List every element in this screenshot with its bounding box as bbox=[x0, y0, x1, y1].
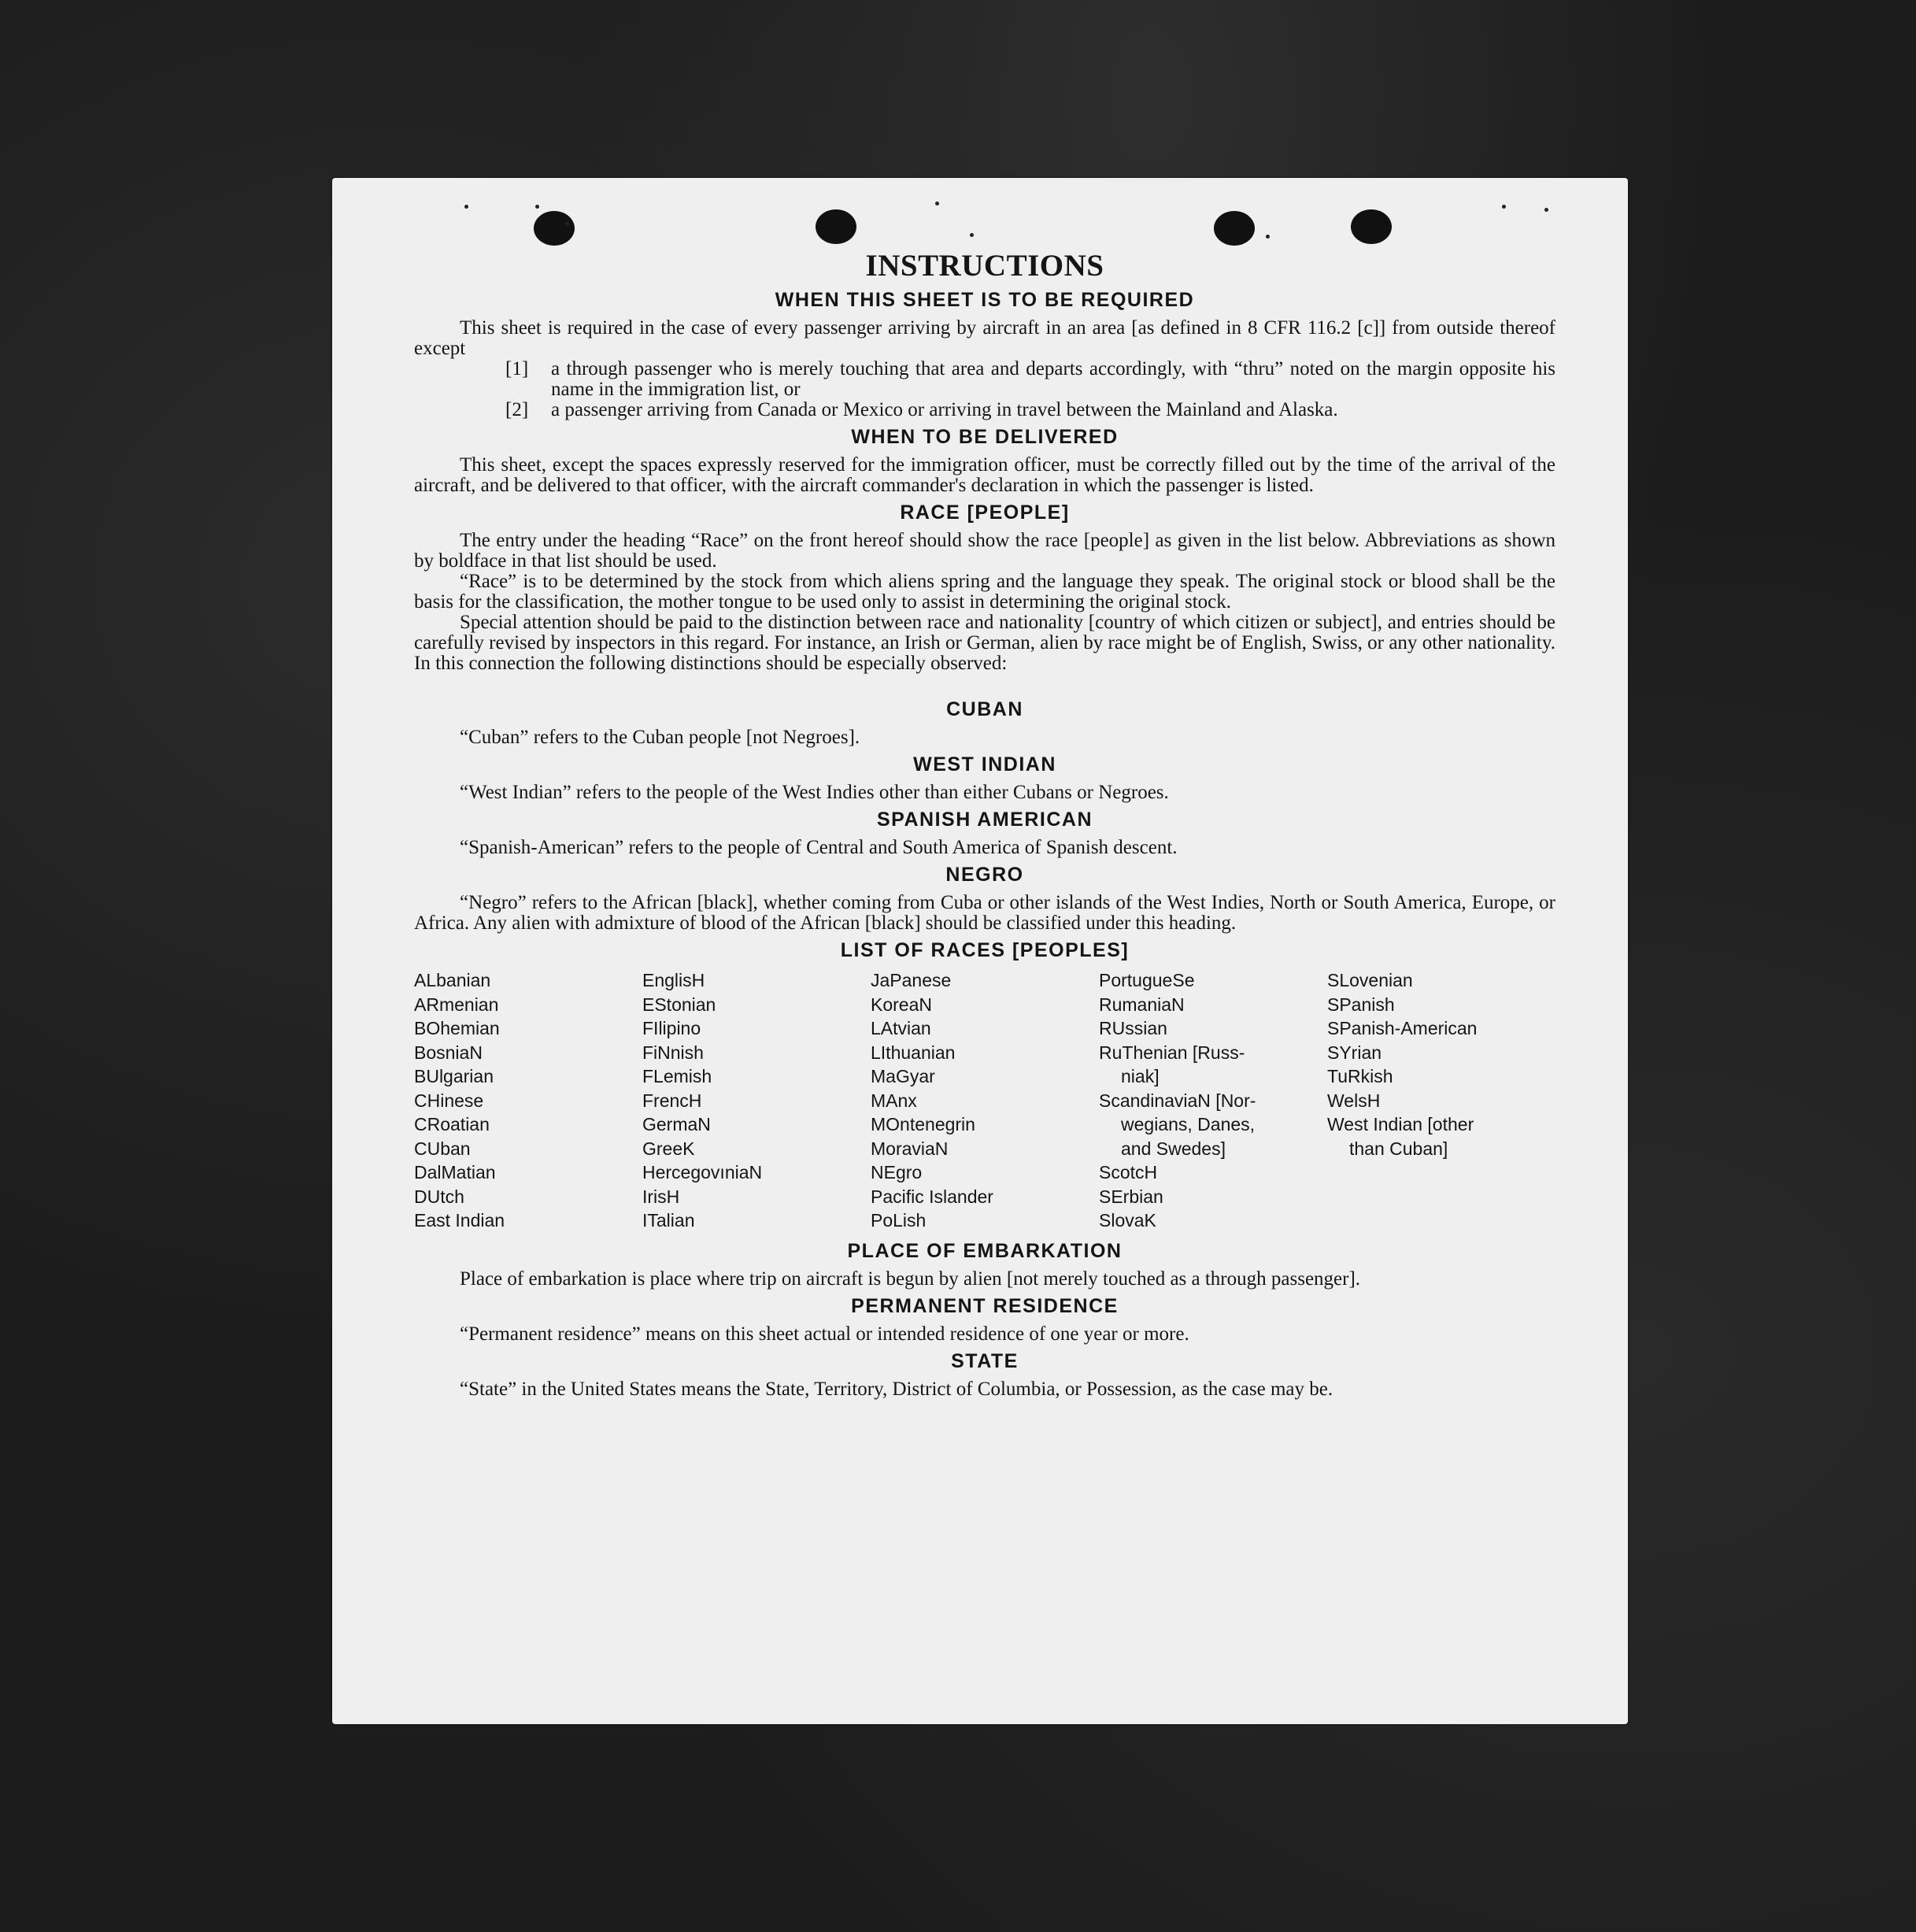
speck bbox=[1266, 235, 1270, 239]
race-entry: MoraviaN bbox=[871, 1138, 949, 1159]
exception-item bbox=[505, 400, 1555, 420]
page-title: INSTRUCTIONS bbox=[865, 249, 1104, 283]
required-intro: This sheet is required in the case of every passenger arriving by aircraft in an area [as defined in 8 CFR 116.2 [c]] from outside thereof except bbox=[414, 317, 1555, 359]
race-entry: RuThenian [Russ- bbox=[1099, 1042, 1245, 1063]
race-entry: West Indian [other bbox=[1327, 1114, 1474, 1134]
race-entry: East Indian bbox=[414, 1210, 505, 1231]
race-entry: DUtch bbox=[414, 1186, 464, 1207]
speck bbox=[935, 202, 939, 205]
instruction-sheet bbox=[332, 178, 1628, 1724]
heading-residence: PERMANENT RESIDENCE bbox=[851, 1294, 1119, 1317]
race-paragraph-3: Special attention should be paid to the distinction between race and nationality [country of which citizen or subject], and entries should be carefully revised by inspectors in this regard. For instance, an Irish or German, alien by race might be of English, Swiss, or any other nationality. In this connection the following distinctions should be especially observed: bbox=[414, 612, 1555, 674]
west-indian-text: “West Indian” refers to the people of the West Indies other than either Cubans or Negroes. bbox=[460, 782, 1169, 803]
race-entry: KoreaN bbox=[871, 994, 932, 1015]
race-entry: EnglisH bbox=[642, 970, 705, 990]
exception-item bbox=[505, 359, 1555, 400]
race-entry: SErbian bbox=[1099, 1186, 1163, 1207]
delivered-text: This sheet, except the spaces expressly reserved for the immigration officer, must be correctly filled out by the time of the arrival of the aircraft, and be delivered to that officer, with the aircraft commander's declaration in which the passenger is listed. bbox=[414, 454, 1555, 496]
race-entry: ScotcH bbox=[1099, 1162, 1158, 1183]
race-paragraph-2: “Race” is to be determined by the stock from which aliens spring and the language they speak. The original stock or blood shall be the basis for the classification, the mother tongue to be used only to assist in determining the original stock. bbox=[414, 571, 1555, 613]
race-entry: Pacific Islander bbox=[871, 1186, 993, 1207]
race-entry: IrisH bbox=[642, 1186, 680, 1207]
speck bbox=[1544, 208, 1548, 212]
punch-hole bbox=[816, 209, 856, 244]
race-entry: GreeK bbox=[642, 1138, 695, 1159]
exception-text: a passenger arriving from Canada or Mexico or arriving in travel between the Mainland and Alaska. bbox=[551, 399, 1338, 420]
race-entry: EStonian bbox=[642, 994, 716, 1015]
race-entry: LAtvian bbox=[871, 1018, 931, 1038]
residence-text: “Permanent residence” means on this sheet actual or intended residence of one year or more. bbox=[460, 1323, 1189, 1345]
race-entry: MAnx bbox=[871, 1090, 917, 1111]
race-entry: ALbanian bbox=[414, 970, 491, 990]
race-entry: ARmenian bbox=[414, 994, 499, 1015]
speck bbox=[464, 205, 468, 209]
race-entry: CRoatian bbox=[414, 1114, 490, 1134]
races-column bbox=[871, 968, 1099, 1233]
negro-text: “Negro” refers to the African [black], whether coming from Cuba or other islands of the West Indies, North or South America, Europe, or Africa. Any alien with admixture of blood of the African [black] should be classified under this heading. bbox=[414, 892, 1555, 934]
heading-spanish-american: SPANISH AMERICAN bbox=[876, 809, 1093, 831]
race-entry: PoLish bbox=[871, 1210, 927, 1231]
race-entry: DalMatian bbox=[414, 1162, 496, 1183]
punch-hole bbox=[534, 211, 575, 246]
heading-cuban: CUBAN bbox=[946, 698, 1023, 720]
spanish-american-text: “Spanish-American” refers to the people of Central and South America of Spanish descent. bbox=[460, 837, 1178, 858]
race-entry: GermaN bbox=[642, 1114, 711, 1134]
speck bbox=[1502, 205, 1506, 209]
exception-number: [1] bbox=[505, 358, 529, 379]
exception-text: a through passenger who is merely touching that area and departs accordingly, with “thru” noted on the margin opposite his name in the immigration list, or bbox=[551, 358, 1555, 400]
races-column bbox=[1099, 968, 1327, 1233]
race-paragraph-1: The entry under the heading “Race” on the front hereof should show the race [people] as given in the list below. Abbreviations as shown by boldface in that list should be used. bbox=[414, 530, 1555, 572]
races-list bbox=[414, 968, 1555, 1233]
heading-west-indian: WEST INDIAN bbox=[913, 753, 1056, 775]
race-entry: LIthuanian bbox=[871, 1042, 956, 1063]
heading-required: WHEN THIS SHEET IS TO BE REQUIRED bbox=[775, 289, 1195, 311]
heading-race: RACE [PEOPLE] bbox=[900, 502, 1070, 524]
race-entry: SPanish bbox=[1327, 994, 1395, 1015]
heading-delivered: WHEN TO BE DELIVERED bbox=[851, 426, 1119, 448]
race-entry: FrencH bbox=[642, 1090, 702, 1111]
race-entry: FiNnish bbox=[642, 1042, 704, 1063]
race-entry: SYrian bbox=[1327, 1042, 1382, 1063]
race-entry: HercegovıniaN bbox=[642, 1162, 763, 1183]
race-entry: PortugueSe bbox=[1099, 970, 1195, 990]
cuban-text: “Cuban” refers to the Cuban people [not Negroes]. bbox=[460, 727, 860, 748]
instructions-content bbox=[414, 249, 1555, 1400]
race-entry: SLovenian bbox=[1327, 970, 1413, 990]
race-entry: BOhemian bbox=[414, 1018, 500, 1038]
race-entry: ITalian bbox=[642, 1210, 695, 1231]
race-entry: MOntenegrin bbox=[871, 1114, 975, 1134]
punch-hole bbox=[1351, 209, 1392, 244]
race-entry: FLemish bbox=[642, 1066, 712, 1086]
heading-list-of-races: LIST OF RACES [PEOPLES] bbox=[840, 939, 1130, 961]
race-entry: SlovaK bbox=[1099, 1210, 1156, 1231]
race-entry: CHinese bbox=[414, 1090, 484, 1111]
race-entry: BosniaN bbox=[414, 1042, 483, 1063]
speck bbox=[565, 222, 569, 226]
exception-number: [2] bbox=[505, 399, 529, 420]
race-entry: RUssian bbox=[1099, 1018, 1167, 1038]
race-entry: WelsH bbox=[1327, 1090, 1381, 1111]
races-column bbox=[642, 968, 871, 1233]
race-entry: TuRkish bbox=[1327, 1066, 1393, 1086]
heading-negro: NEGRO bbox=[945, 864, 1024, 886]
race-entry: BUlgarian bbox=[414, 1066, 494, 1086]
race-entry: MaGyar bbox=[871, 1066, 935, 1086]
race-entry: JaPanese bbox=[871, 970, 952, 990]
race-entry: CUban bbox=[414, 1138, 471, 1159]
race-entry: NEgro bbox=[871, 1162, 923, 1183]
races-column bbox=[414, 968, 642, 1233]
race-entry-continued: niak] bbox=[1121, 1066, 1160, 1086]
race-entry: FIlipino bbox=[642, 1018, 701, 1038]
state-text: “State” in the United States means the State, Territory, District of Columbia, or Possession, as the case may be. bbox=[460, 1378, 1333, 1400]
embarkation-text: Place of embarkation is place where trip on aircraft is begun by alien [not merely touched as a through passenger]. bbox=[460, 1268, 1361, 1290]
race-entry: ScandinaviaN [Nor- bbox=[1099, 1090, 1256, 1111]
race-entry-continued: wegians, Danes, bbox=[1121, 1114, 1256, 1134]
speck bbox=[970, 233, 974, 237]
races-column bbox=[1327, 968, 1555, 1233]
punch-hole bbox=[1214, 211, 1255, 246]
race-entry-continued: than Cuban] bbox=[1349, 1138, 1448, 1159]
heading-embarkation: PLACE OF EMBARKATION bbox=[847, 1239, 1123, 1262]
race-entry: RumaniaN bbox=[1099, 994, 1185, 1015]
speck bbox=[535, 205, 539, 209]
race-entry: SPanish-American bbox=[1327, 1018, 1478, 1038]
race-entry-continued: and Swedes] bbox=[1121, 1138, 1226, 1159]
heading-state: STATE bbox=[951, 1349, 1019, 1372]
